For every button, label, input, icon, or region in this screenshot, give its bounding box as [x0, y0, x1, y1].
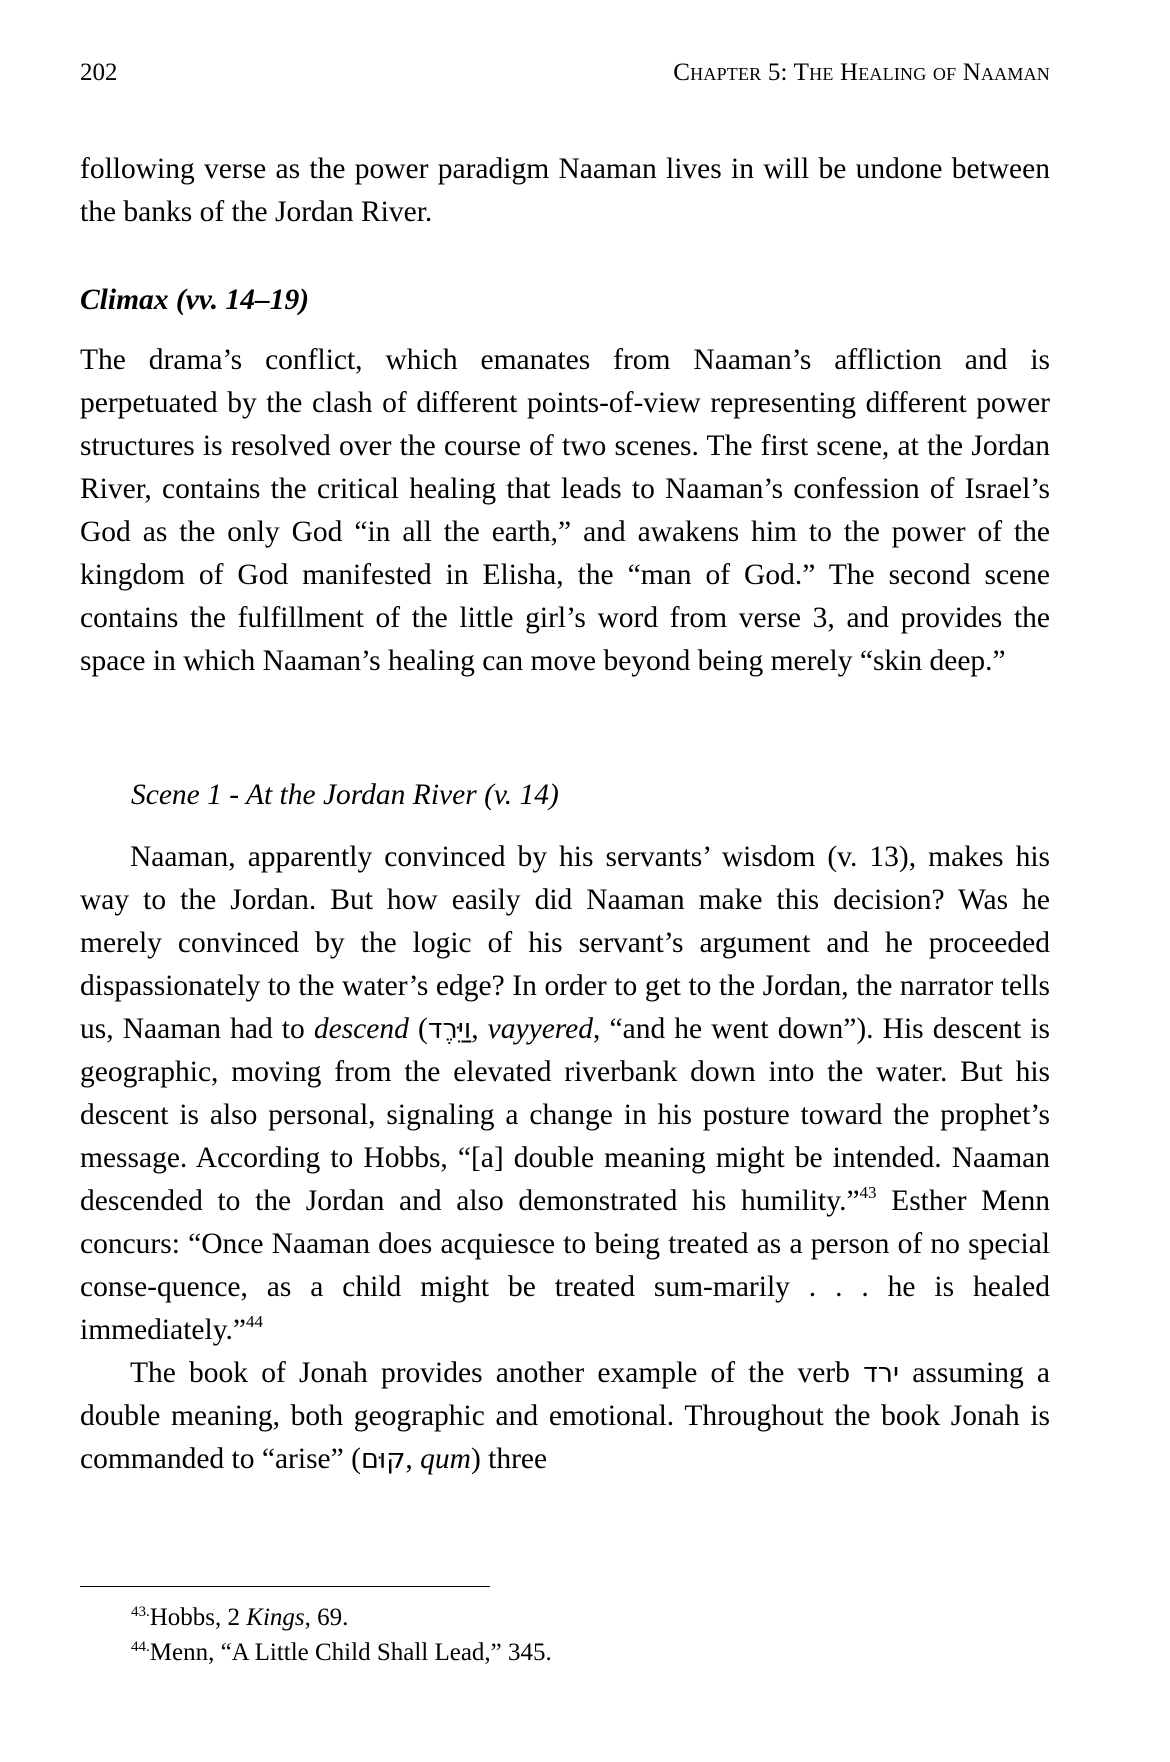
footnotes — [131, 1600, 552, 1670]
footnote-italic: Kings — [246, 1604, 305, 1631]
footnote-text: , 69. — [304, 1604, 349, 1631]
transliteration: qum — [420, 1443, 471, 1475]
transliteration: vayyered — [487, 1013, 594, 1045]
climax-paragraph — [80, 339, 1050, 683]
footnote-44 — [131, 1635, 552, 1670]
footnote-43 — [131, 1600, 552, 1635]
footnote-text: Hobbs, 2 — [149, 1604, 247, 1631]
text-run: , — [471, 1013, 488, 1045]
text-run: , “and he went down”). His descent is geographic, moving from the elevated riverbank down into the water. But his descent is also personal, signaling a change in his posture toward the prophet’s message. According to Hobbs, “[a] double meaning might be intended. Naaman descended to the Jordan and also demonstrated his humility.” — [80, 1013, 1050, 1217]
footnote-number: 44. — [131, 1639, 150, 1655]
text-run: Esther Menn concurs: “Once Naaman does acquiesce to being treated as a person of no special conse-quence, as a child might be treated sum-marily . . . he is healed immediately.” — [80, 1185, 1050, 1346]
footnote-rule — [80, 1586, 490, 1587]
scene-paragraph-2 — [80, 1352, 1050, 1481]
chapter-title: Chapter 5: The Healing of Naaman — [673, 59, 1050, 86]
italic-term: descend — [313, 1013, 409, 1045]
footnote-text: Menn, “A Little Child Shall Lead,” 345. — [149, 1639, 552, 1666]
text-run: Naaman, apparently convinced by his servants’ wisdom (v. 13), makes his way to the Jordan. But how easily did Naaman make this decision? Was he merely convinced by the logic of his servant’s argument and he proceeded dispassionately to the water’s edge? In order to get to the Jordan, the narrator tells us, Naaman had to — [80, 841, 1050, 1045]
footnote-number: 43. — [131, 1604, 150, 1620]
scene-body — [80, 836, 1050, 1481]
scene-heading: Scene 1 - At the Jordan River (v. 14) — [131, 779, 559, 811]
hebrew-word: וַיֵּרֶד — [427, 1014, 472, 1045]
text-run: , — [405, 1443, 421, 1475]
scene-paragraph-1 — [80, 836, 1050, 1352]
hebrew-word: ירד — [863, 1358, 900, 1389]
opening-paragraph — [80, 148, 1050, 234]
text-run: ) three — [470, 1443, 548, 1475]
running-head — [80, 56, 1050, 90]
text-run: ( — [408, 1013, 428, 1045]
footnote-ref-44[interactable]: 44 — [246, 1312, 264, 1331]
section-heading-climax: Climax (vv. 14–19) — [80, 284, 310, 316]
text-run: The book of Jonah provides another example of the verb — [130, 1357, 864, 1389]
hebrew-word: קוּם — [360, 1444, 406, 1475]
text-run: assuming a double meaning, both geographic and emotional. Throughout the book Jonah is commanded to “arise” ( — [80, 1357, 1050, 1475]
opening-text: following verse as the power paradigm Naaman lives in will be undone between the banks of the Jordan River. — [80, 153, 1050, 228]
page-number: 202 — [80, 59, 118, 86]
footnote-ref-43[interactable]: 43 — [859, 1183, 877, 1202]
climax-text: The drama’s conflict, which emanates from Naaman’s affliction and is perpetuated by the clash of different points-of-view representing different power structures is resolved over the course of two scenes. The first scene, at the Jordan River, contains the critical healing that leads to Naaman’s confession of Israel’s God as the only God “in all the earth,” and awakens him to the power of the kingdom of God manifested in Elisha, the “man of God.” The second scene contains the fulfillment of the little girl’s word from verse 3, and provides the space in which Naaman’s healing can move beyond being merely “skin deep.” — [80, 344, 1050, 677]
